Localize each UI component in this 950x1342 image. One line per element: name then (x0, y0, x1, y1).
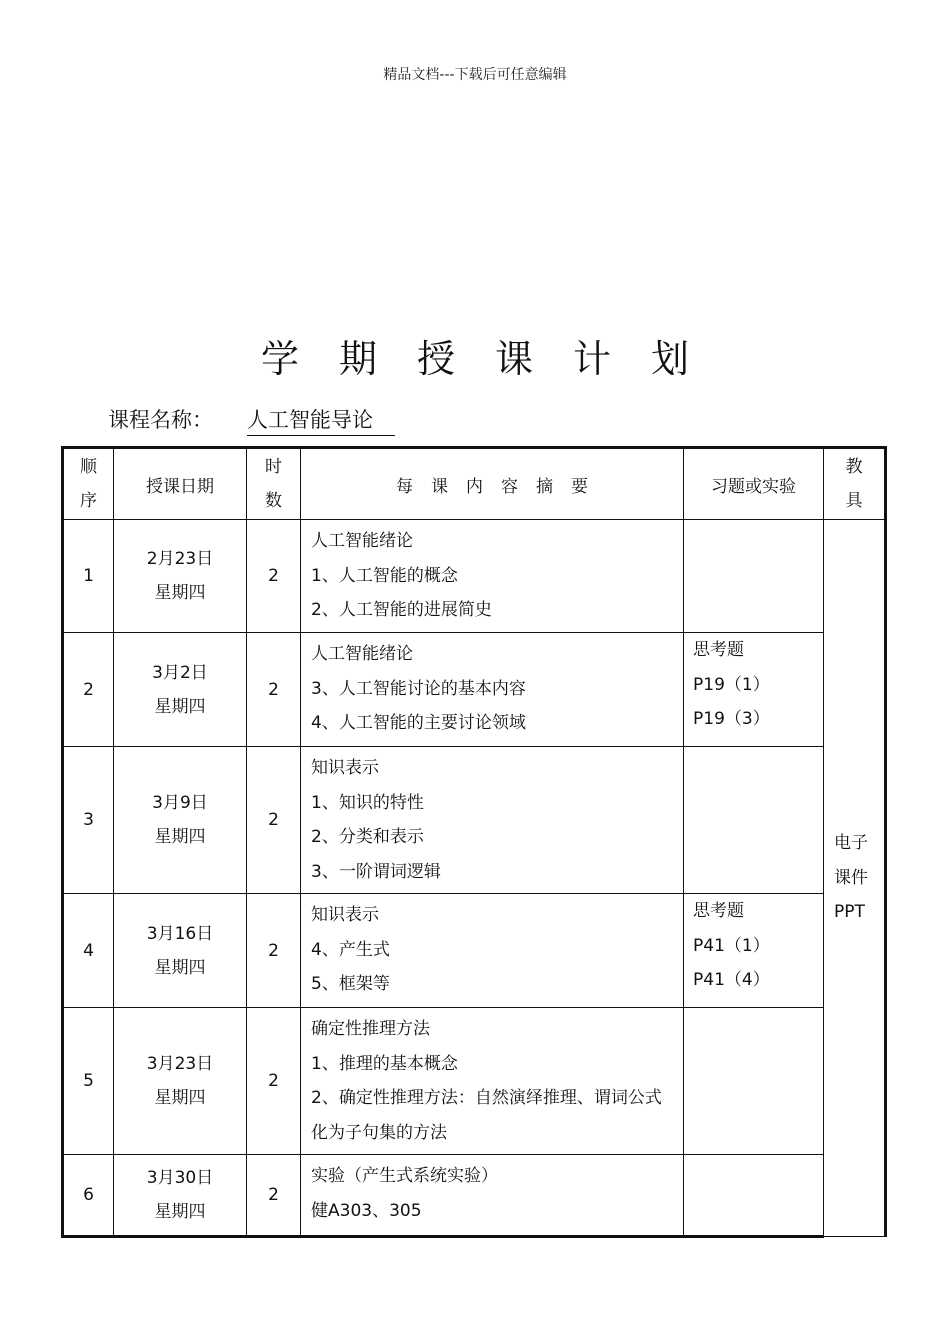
row-content: 知识表示 1、知识的特性 2、分类和表示 3、一阶谓词逻辑 (301, 747, 684, 894)
row-hours: 2 (247, 747, 301, 894)
table-row (63, 894, 886, 1008)
document-title: 学期授课计划 (260, 337, 729, 381)
schedule-table (61, 446, 887, 1238)
row-seq: 5 (63, 1008, 114, 1155)
course-name-line (108, 404, 395, 436)
header-note: 精品文档---下载后可任意编辑 (383, 67, 567, 83)
header-summary: 每课内容摘要 (301, 448, 684, 520)
row-date: 3月30日 星期四 (114, 1155, 247, 1237)
teaching-tool-cell: 电子 课件 PPT (824, 520, 886, 1237)
course-name-value: 人工智能导论 (247, 404, 395, 436)
table-row (63, 1155, 886, 1237)
row-seq: 6 (63, 1155, 114, 1237)
row-seq: 3 (63, 747, 114, 894)
row-exercise (684, 1008, 824, 1155)
row-seq: 2 (63, 633, 114, 747)
row-date: 2月23日 星期四 (114, 520, 247, 633)
row-date: 3月9日 星期四 (114, 747, 247, 894)
row-seq: 1 (63, 520, 114, 633)
row-exercise (684, 520, 824, 633)
row-hours: 2 (247, 894, 301, 1008)
row-hours: 2 (247, 1008, 301, 1155)
course-name-label: 课程名称： (108, 408, 213, 432)
row-content: 知识表示 4、产生式 5、框架等 (301, 894, 684, 1008)
row-exercise: 思考题 P41（1） P41（4） (684, 894, 824, 1008)
row-exercise (684, 1155, 824, 1237)
row-date: 3月23日 星期四 (114, 1008, 247, 1155)
table-row (63, 747, 886, 894)
row-exercise (684, 747, 824, 894)
row-content: 确定性推理方法 1、推理的基本概念 2、确定性推理方法：自然演绎推理、谓词公式化为子句集的方法 (301, 1008, 684, 1155)
table-row (63, 1008, 886, 1155)
table-header-row (63, 448, 886, 520)
row-hours: 2 (247, 1155, 301, 1237)
row-content: 人工智能绪论 1、人工智能的概念 2、人工智能的进展简史 (301, 520, 684, 633)
header-date: 授课日期 (114, 448, 247, 520)
table-row (63, 520, 886, 633)
header-tool: 教 具 (824, 448, 886, 520)
table-row (63, 633, 886, 747)
row-date: 3月16日 星期四 (114, 894, 247, 1008)
row-seq: 4 (63, 894, 114, 1008)
row-exercise: 思考题 P19（1） P19（3） (684, 633, 824, 747)
row-hours: 2 (247, 520, 301, 633)
header-hours: 时 数 (247, 448, 301, 520)
header-exercise: 习题或实验 (684, 448, 824, 520)
header-seq: 顺 序 (63, 448, 114, 520)
row-hours: 2 (247, 633, 301, 747)
row-content: 实验（产生式系统实验） 健A303、305 (301, 1155, 684, 1237)
row-date: 3月2日 星期四 (114, 633, 247, 747)
row-content: 人工智能绪论 3、人工智能讨论的基本内容 4、人工智能的主要讨论领域 (301, 633, 684, 747)
